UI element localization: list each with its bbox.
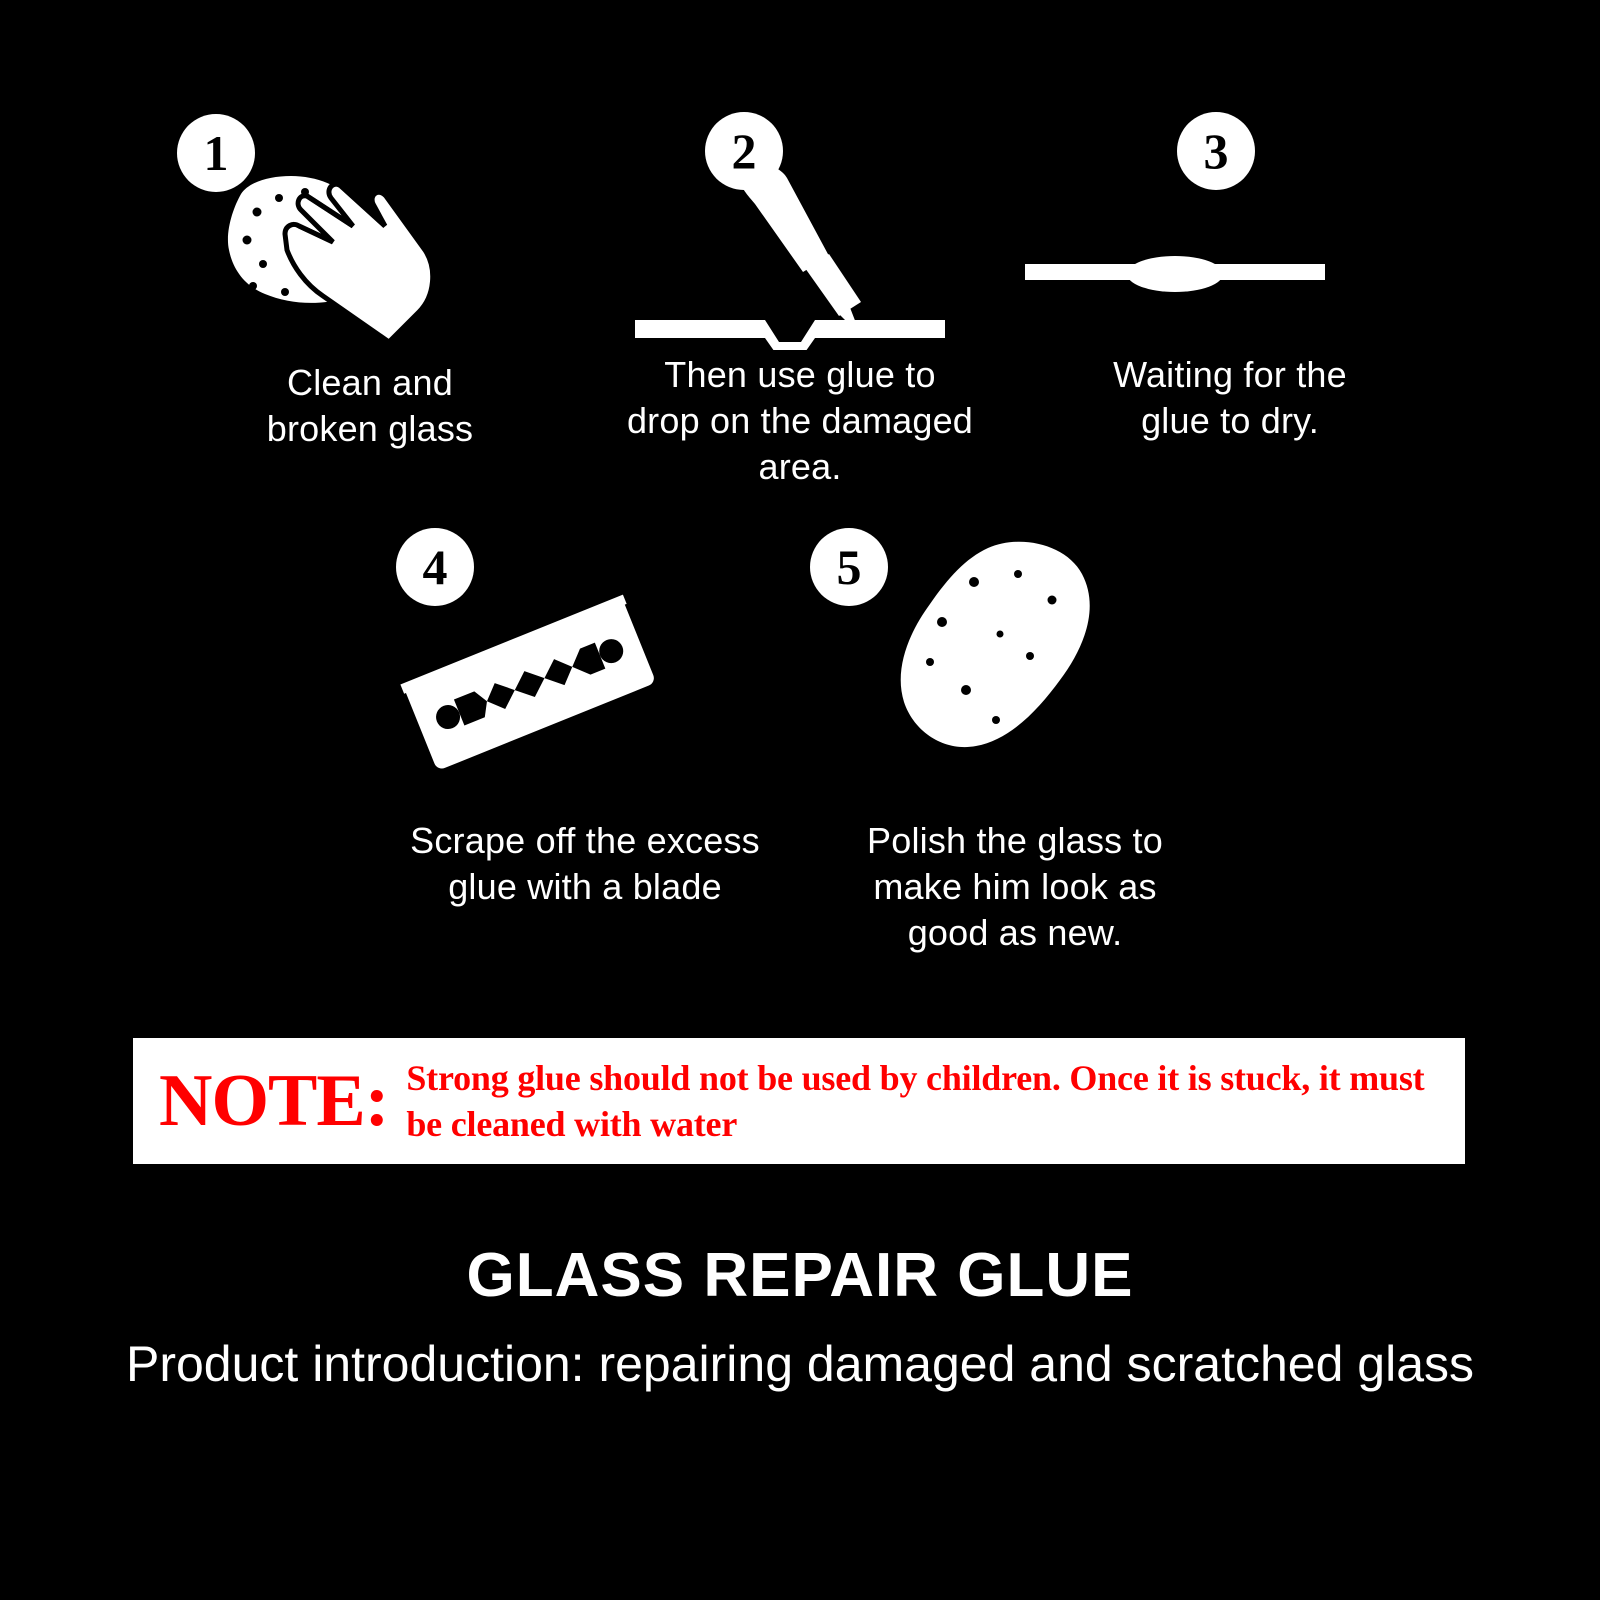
steps-row-top <box>0 0 1600 490</box>
glue-drop-drying-icon <box>1025 246 1325 311</box>
step-1-caption-line1: Clean and <box>287 362 453 403</box>
step-4 <box>370 520 800 910</box>
step-1-caption-line2: broken glass <box>266 408 474 450</box>
step-2 <box>585 96 1015 490</box>
hand-with-cloth-icon <box>213 146 473 361</box>
step-4-caption <box>370 818 800 910</box>
note-banner <box>133 1038 1465 1164</box>
sponge-icon <box>870 530 1130 775</box>
step-5-caption-line2: make him look as <box>873 866 1157 908</box>
step-5 <box>800 520 1230 956</box>
step-3-visual <box>1015 96 1445 346</box>
step-3 <box>1015 96 1445 444</box>
footer <box>0 1240 1600 1396</box>
step-1-visual <box>155 96 585 346</box>
step-4-caption-line2: glue with a blade <box>448 866 722 908</box>
step-1-caption <box>155 360 585 452</box>
step-5-visual <box>800 520 1230 770</box>
note-text: Strong glue should not be used by children. Once it is stuck, it must be cleaned with water <box>406 1057 1425 1144</box>
steps-row-bottom <box>0 490 1600 956</box>
glue-tube-dropping-icon <box>615 160 985 355</box>
step-4-number-badge: 4 <box>396 528 474 606</box>
step-1 <box>155 96 585 452</box>
step-5-caption-line3: good as new. <box>907 912 1123 954</box>
step-5-caption-line1: Polish the glass to <box>867 820 1163 862</box>
product-title: GLASS REPAIR GLUE <box>466 1241 1134 1310</box>
step-2-caption-line1: Then use glue to <box>664 354 936 395</box>
step-5-caption <box>800 818 1230 956</box>
product-subtitle: Product introduction: repairing damaged and scratched glass <box>125 1336 1475 1392</box>
step-3-caption <box>1015 352 1445 444</box>
note-label: NOTE: <box>159 1060 389 1142</box>
step-2-caption <box>585 352 1015 490</box>
step-3-caption-line1: Waiting for the <box>1113 354 1347 395</box>
step-2-caption-line3: area. <box>758 446 842 488</box>
step-4-visual <box>370 520 800 770</box>
step-4-caption-line1: Scrape off the excess <box>410 820 760 862</box>
step-2-caption-line2: drop on the damaged <box>626 400 974 442</box>
step-1-number-badge: 1 <box>177 114 255 192</box>
step-3-caption-line2: glue to dry. <box>1141 400 1319 442</box>
step-2-number-badge: 2 <box>705 112 783 190</box>
razor-blade-icon <box>380 570 680 805</box>
step-3-number-badge: 3 <box>1177 112 1255 190</box>
step-5-number-badge: 5 <box>810 528 888 606</box>
step-2-visual <box>585 96 1015 346</box>
